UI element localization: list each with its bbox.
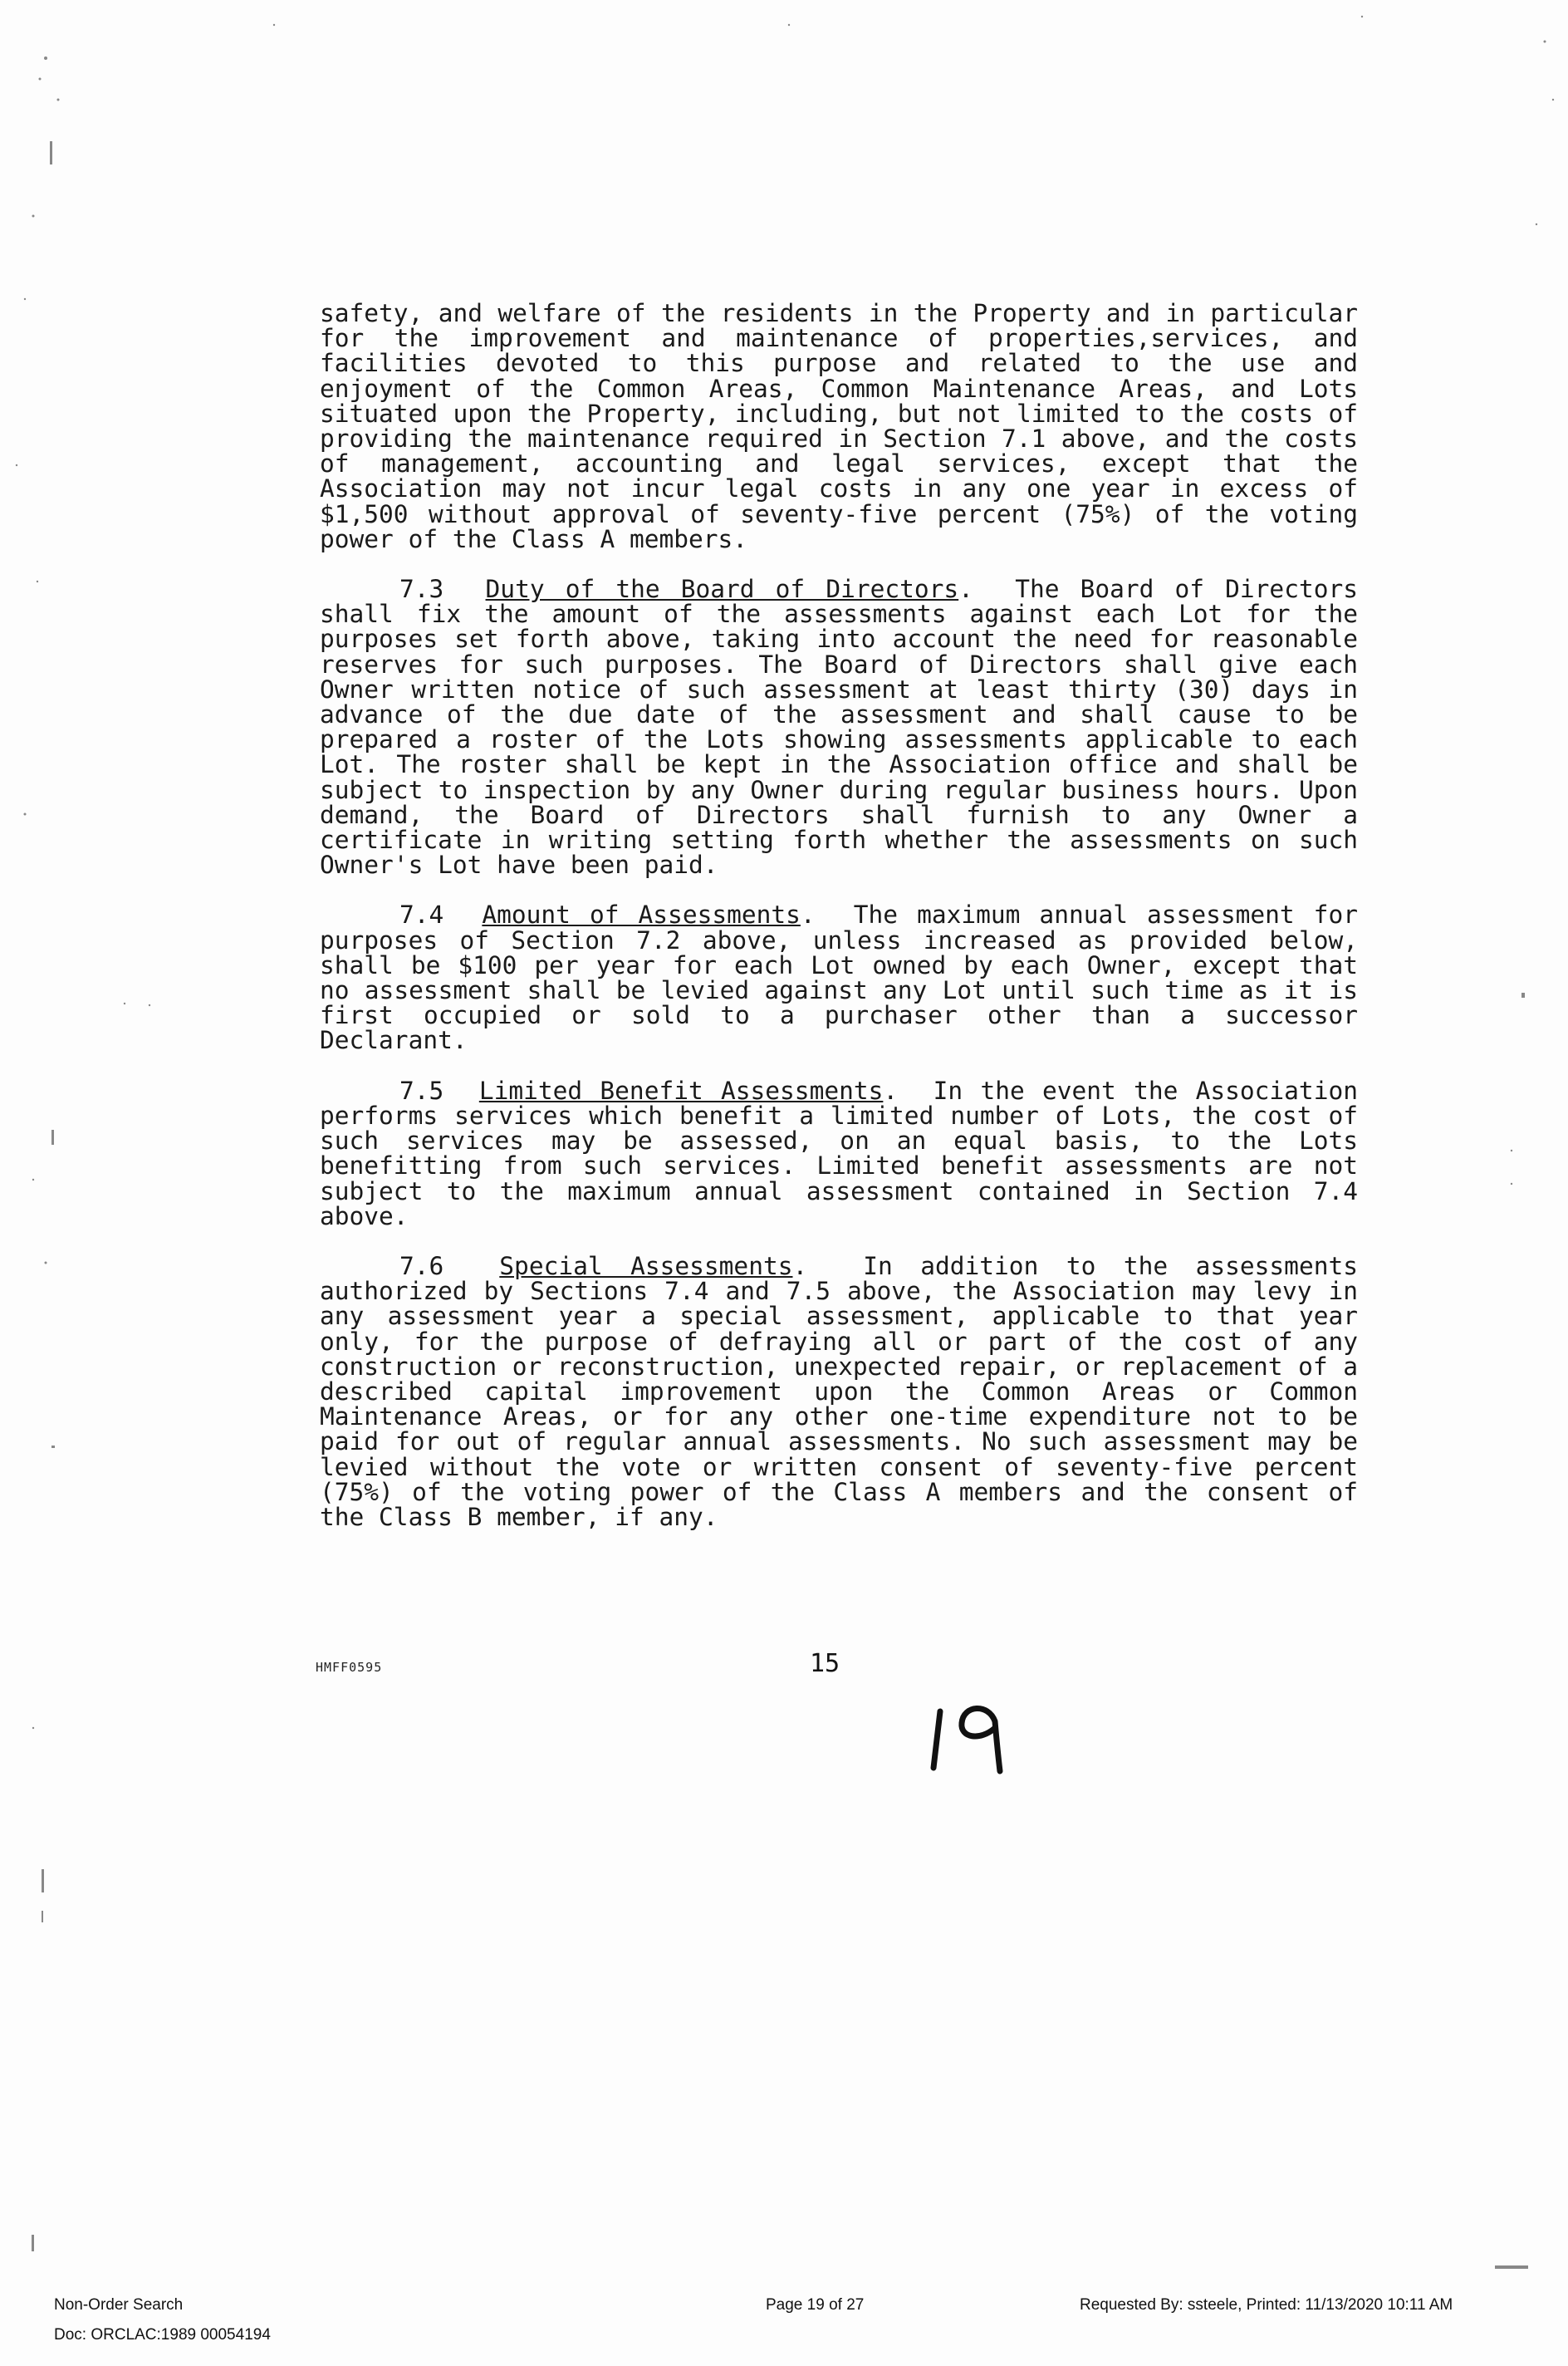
paragraph-text: In the event the Association performs services which benefit a limited number of Lots, the cost of such services may be assessed, on an equal basis, to the Lots benefitting from such services. Limited benefit assessments are not subject to the maximum annual assessment contained in Section 7.4 above.	[320, 1076, 1358, 1230]
footer-requested-by: Requested By: ssteele, Printed: 11/13/2020 10:11 AM	[1080, 2296, 1453, 2314]
section-number: 7.4	[399, 901, 444, 930]
paragraph-continuation	[320, 301, 1358, 552]
paragraph-text: The Board of Directors shall fix the amount of the assessments against each Lot for the purposes set forth above, taking into account the need for reasonable reserves for such purposes. The Board of Directors shall give each Owner written notice of such assessment at least thirty (30) days in advance of the due date of the assessment and shall cause to be prepared a roster of the Lots showing assessments applicable to each Lot. The roster shall be kept in the Association office and shall be subject to inspection by any Owner during regular business hours. Upon demand, the Board of Directors shall furnish to any Owner a certificate in writing setting forth whether the assessments on such Owner's Lot have been paid.	[320, 575, 1358, 880]
footer-page-count: Page 19 of 27	[766, 2296, 865, 2314]
section-heading: Duty of the Board of Directors	[485, 575, 959, 604]
page-number: 15	[810, 1649, 840, 1678]
footer-doc-id: Doc: ORCLAC:1989 00054194	[54, 2326, 271, 2344]
paragraph-text: The maximum annual assessment for purposes of Section 7.2 above, unless increased as provided below, shall be $100 per year for each Lot owned by each Owner, except that no assessment shall be levied against any Lot until such time as it is first occupied or sold to a purchaser other than a successor Declarant.	[320, 901, 1358, 1055]
section-7-4: 7.4 Amount of Assessments. The maximum annual assessment for purposes of Section 7.2 above, unless increased as provided below, shall be $100 per year for each Lot owned by each Owner, except that no assessment shall be levied against any Lot until such time as it is first occupied or sold to a purchaser other than a successor Declarant.	[320, 901, 1358, 1055]
paragraph-text: safety, and welfare of the residents in the Property and in particular for the improvement and maintenance of properties,services, and facilities devoted to this purpose and related to the use and enjoyment of the Common Areas, Common Maintenance Areas, and Lots situated upon the Property, including, but not limited to the costs of providing the maintenance required in Section 7.1 above, and the costs of management, accounting and legal services, except that the Association may not incur legal costs in any one year in excess of $1,500 without approval of seventy-five percent (75%) of the voting power of the Class A members.	[320, 299, 1358, 553]
section-heading: Amount of Assessments	[482, 901, 801, 930]
section-heading: Special Assessments	[499, 1251, 793, 1280]
handwritten-page-number	[922, 1695, 1022, 1778]
document-body	[320, 301, 1358, 1554]
file-code: HMFF0595	[316, 1660, 383, 1675]
section-number: 7.5	[399, 1076, 444, 1105]
section-7-6: 7.6 Special Assessments. In addition to the assessments authorized by Sections 7.4 and 7.5 above, the Association may levy in any assessment year a special assessment, applicable to that year only, for the purpose of defraying all or part of the cost of any construction or reconstruction, unexpected repair, or replacement of a described capital improvement upon the Common Areas or Common Maintenance Areas, or for any other one-time expenditure not to be paid for out of regular annual assessments. No such assessment may be levied without the vote or written consent of seventy-five percent (75%) of the voting power of the Class A members and the consent of the Class B member, if any.	[320, 1251, 1358, 1531]
section-heading: Limited Benefit Assessments	[478, 1076, 884, 1105]
section-7-5: 7.5 Limited Benefit Assessments. In the event the Association performs services which benefit a limited number of Lots, the cost of such services may be assessed, on an equal basis, to the Lots benefitting from such services. Limited benefit assessments are not subject to the maximum annual assessment contained in Section 7.4 above.	[320, 1076, 1358, 1230]
section-number: 7.3	[399, 575, 444, 604]
paragraph-text: In addition to the assessments authorized by Sections 7.4 and 7.5 above, the Association may levy in any assessment year a special assessment, applicable to that year only, for the purpose of defraying all or part of the cost of any construction or reconstruction, unexpected repair, or replacement of a described capital improvement upon the Common Areas or Common Maintenance Areas, or for any other one-time expenditure not to be paid for out of regular annual assessments. No such assessment may be levied without the vote or written consent of seventy-five percent (75%) of the voting power of the Class A members and the consent of the Class B member, if any.	[320, 1251, 1358, 1531]
section-number: 7.6	[399, 1251, 444, 1280]
section-7-3: 7.3 Duty of the Board of Directors. The Board of Directors shall fix the amount of the assessments against each Lot for the purposes set forth above, taking into account the need for reasonable reserves for such purposes. The Board of Directors shall give each Owner written notice of such assessment at least thirty (30) days in advance of the due date of the assessment and shall cause to be prepared a roster of the Lots showing assessments applicable to each Lot. The roster shall be kept in the Association office and shall be subject to inspection by any Owner during regular business hours. Upon demand, the Board of Directors shall furnish to any Owner a certificate in writing setting forth whether the assessments on such Owner's Lot have been paid.	[320, 575, 1358, 880]
footer-search-type: Non-Order Search	[54, 2296, 184, 2314]
